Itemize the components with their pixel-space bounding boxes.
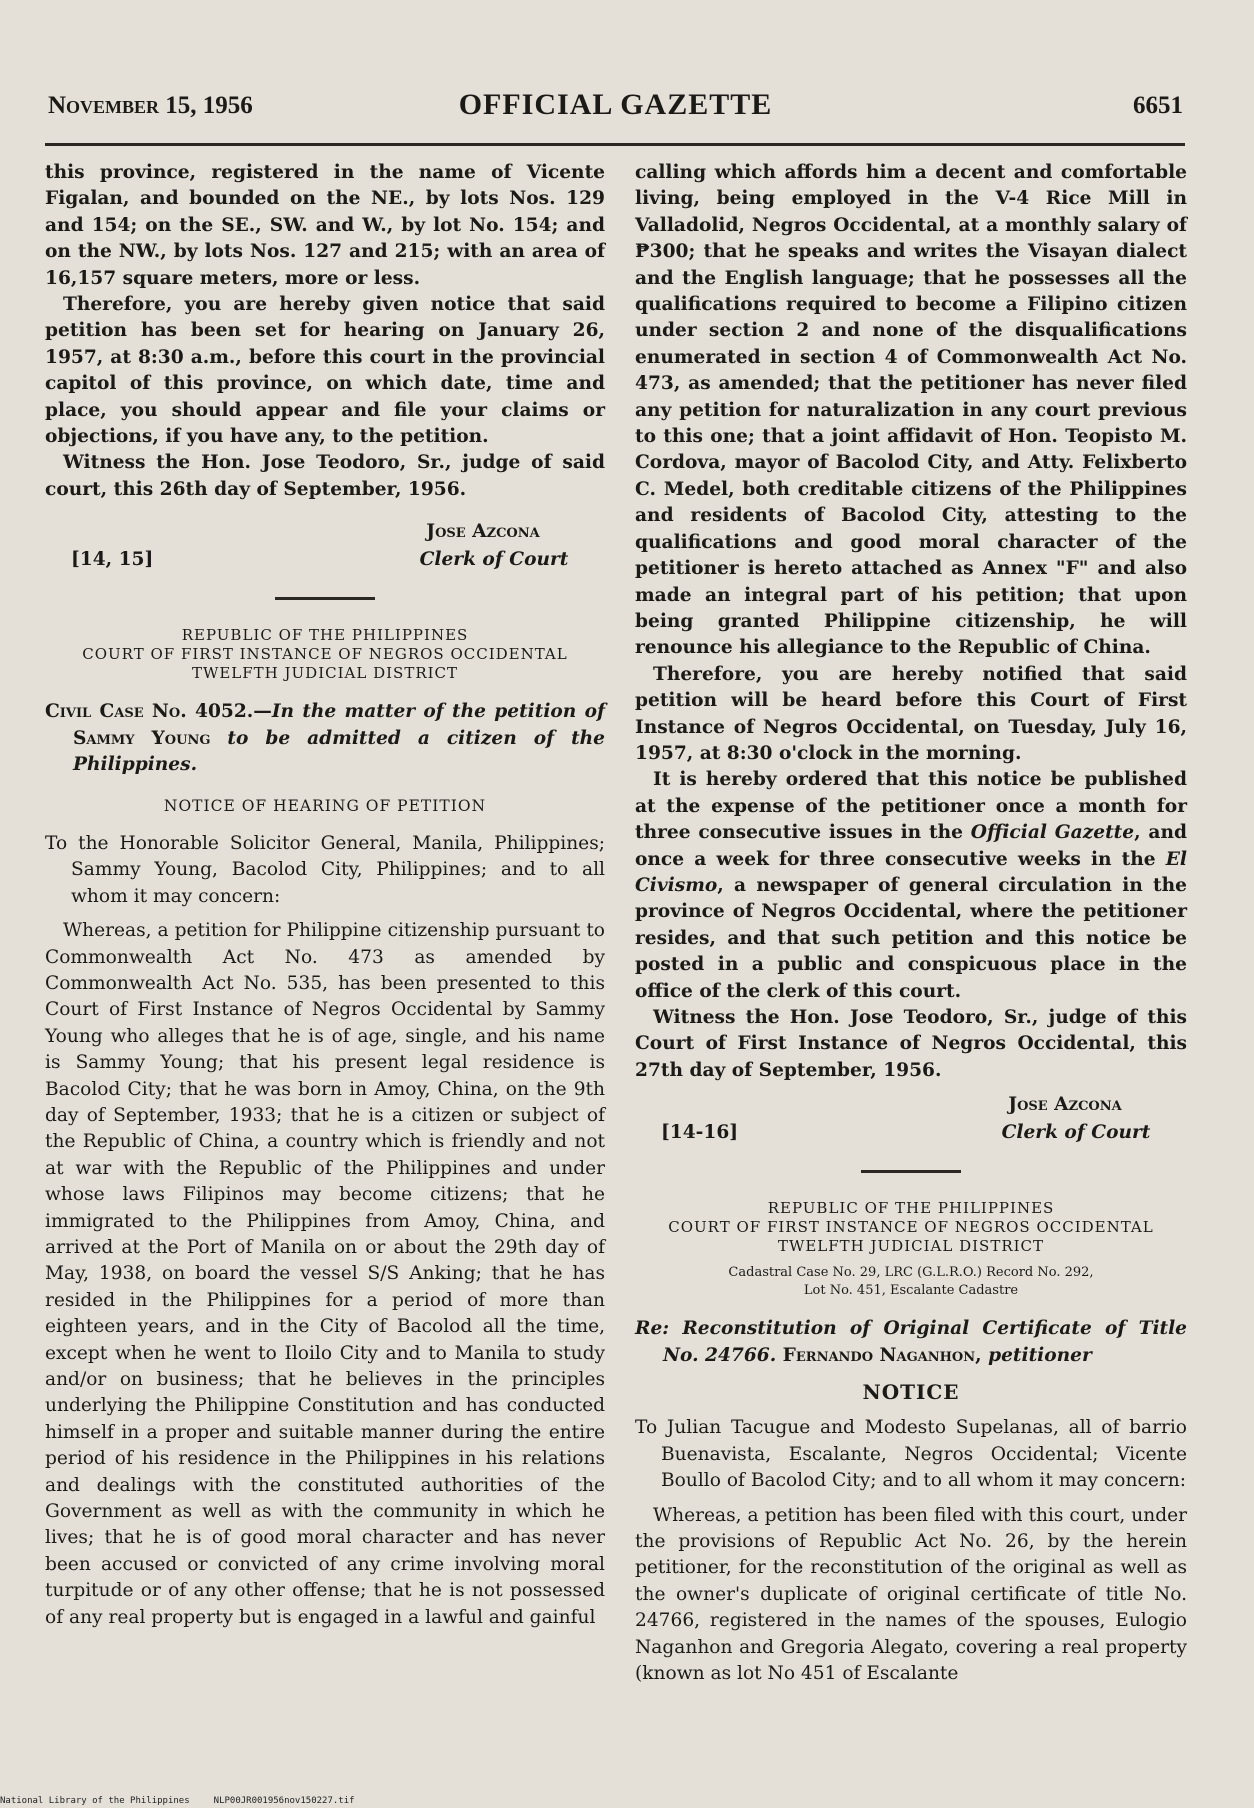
case-title: Re: Reconstitution of Original Certificate of Title No. 24766. Fernando Naganhon, petitioner [635, 1318, 1187, 1366]
paragraph: Therefore, you are hereby given notice that said petition has been set for hearing on January 26, 1957, at 8:30 a.m., before this court in the provincial capitol of this province, on which date, time and place, you should appear and file your claims or objections, if you have any, to the petition. [45, 294, 605, 448]
section-divider [275, 597, 375, 600]
notice-title: NOTICE [862, 1380, 960, 1405]
court-heading: COURT OF FIRST INSTANCE OF NEGROS OCCIDENTAL [82, 645, 568, 664]
signatory-title: Clerk of Court [419, 549, 569, 571]
paragraph: Witness the Hon. Jose Teodoro, Sr., judge of this Court of First Instance of Negros Occidental, this 27th day of September, 1956. [635, 1007, 1187, 1081]
signature-block [635, 1092, 1187, 1150]
signatory-name: Jose Azcona [1008, 1094, 1122, 1116]
case-title: Civil Case No. 4052.—In the matter of the petition of Sammy Young to be admitted a citizen of the Philippines. [45, 701, 606, 776]
notice-address: To the Honorable Solicitor General, Manila, Philippines; Sammy Young, Bacolod City, Philippines; and to all whom it may concern: [45, 832, 605, 907]
notice-address: To Julian Tacugue and Modesto Supelanas, all of barrio Buenavista, Escalante, Negros Occidental; Vicente Boullo of Bacolod City; and to all whom it may concern: [635, 1417, 1187, 1492]
page-header [48, 86, 1183, 130]
paragraph: Therefore, you are hereby notified that said petition will be heard before this Court of First Instance of Negros Occidental, on Tuesday, July 16, 1957, at 8:30 o'clock in the morning. [635, 663, 1187, 764]
paragraph: It is hereby ordered that this notice be published at the expense of the petitioner once a month for three consecutive issues in the Official Gazette, and once a week for three consecutive weeks in the El Civismo, a newspaper of general circulation in the province of Negros Occidental, where the petitioner resides, and that such petition and this notice be posted in a public and conspicuous place in the office of the clerk of this court. [635, 769, 1187, 1002]
library-credit: National Library of the Philippines [0, 1796, 190, 1806]
publication-title: OFFICIAL GAZETTE [458, 88, 773, 121]
issue-date: November 15, 1956 [48, 92, 253, 119]
issue-reference: [14, 15] [71, 549, 154, 571]
signature-block [45, 519, 605, 577]
left-column [45, 160, 605, 1631]
issue-reference: [14-16] [661, 1122, 739, 1144]
court-heading: TWELFTH JUDICIAL DISTRICT [191, 664, 459, 683]
cadastral-lot: Lot No. 451, Escalante Cadastre [803, 1283, 1019, 1299]
court-heading: REPUBLIC OF THE PHILIPPINES [767, 1199, 1055, 1218]
paragraph: this province, registered in the name of Vicente Figalan, and bounded on the NE., by lots Nos. 129 and 154; on the SE., SW. and W., by lot No. 154; and on the NW., by lots Nos. 127 and 215; with an area of 16,157 square meters, more or less. [45, 162, 605, 289]
right-column [635, 160, 1187, 1688]
court-heading: REPUBLIC OF THE PHILIPPINES [181, 626, 469, 645]
paragraph: calling which affords him a decent and comfortable living, being employed in the V-4 Rice Mill in Valladolid, Negros Occidental, at a monthly salary of ₱300; that he speaks and writes the Visayan dialect and the English language; that he possesses all the qualifications required to become a Filipino citizen under section 2 and none of the disqualifications enumerated in section 4 of Commonwealth Act No. 473, as amended; that the petitioner has never filed any petition for naturalization in any court previous to this one; that a joint affidavit of Hon. Teopisto M. Cordova, mayor of Bacolod City, and Atty. Felixberto C. Medel, both creditable citizens of the Philippines and residents of Bacolod City, attesting to the qualifications and good moral character of the petitioner is hereto attached as Annex "F" and also made an integral part of his petition; that upon being granted Philippine citizenship, he will renounce his allegiance to the Republic of China. [635, 162, 1187, 659]
paragraph: Whereas, a petition for Philippine citizenship pursuant to Commonwealth Act No. 473 as amended by Commonwealth Act No. 535, has been presented to this Court of First Instance of Negros Occidental by Sammy Young who alleges that he is of age, single, and his name is Sammy Young; that his present legal residence is Bacolod City; that he was born in Amoy, China, on the 9th day of September, 1933; that he is a citizen or subject of the Republic of China, a country which is friendly and not at war with the Republic of the Philippines and under whose laws Filipinos may become citizens; that he immigrated to the Philippines from Amoy, China, and arrived at the Port of Manila on or about the 29th day of May, 1938, on board the vessel S/S Anking; that he has resided in the Philippines for a period of more than eighteen years, and in the City of Bacolod all the time, except when he went to Iloilo City and to Manila to study and/or on business; that he believes in the principles underlying the Philippine Constitution and has conducted himself in a proper and suitable manner during the entire period of his residence in the Philippines in his relations and dealings with the constituted authorities of the Government as well as with the community in which he lives; that he is of good moral character and has never been accused or convicted of any crime involving moral turpitude or of any other offense; that he is not possessed of any real property but is engaged in a lawful and gainful [45, 920, 605, 1628]
header-rule [45, 143, 1185, 146]
file-name: NLP00JR001956nov150227.tif [213, 1796, 355, 1806]
page-number: 6651 [1133, 92, 1183, 119]
scan-footer [0, 1796, 379, 1806]
paragraph: Witness the Hon. Jose Teodoro, Sr., judge of said court, this 26th day of September, 1956. [45, 452, 605, 500]
signatory-name: Jose Azcona [426, 521, 540, 543]
court-heading: COURT OF FIRST INSTANCE OF NEGROS OCCIDENTAL [668, 1218, 1154, 1237]
section-divider [861, 1170, 961, 1173]
signatory-title: Clerk of Court [1001, 1122, 1151, 1144]
court-heading: TWELFTH JUDICIAL DISTRICT [777, 1237, 1045, 1256]
cadastral-case: Cadastral Case No. 29, LRC (G.L.R.O.) Record No. 292, [728, 1265, 1094, 1281]
notice-title: NOTICE OF HEARING OF PETITION [163, 796, 487, 815]
paragraph: Whereas, a petition has been filed with this court, under the provisions of Republic Act No. 26, by the herein petitioner, for the reconstitution of the original as well as the owner's duplicate of original certificate of title No. 24766, registered in the names of the spouses, Eulogio Naganhon and Gregoria Alegato, covering a real property (known as lot No 451 of Escalante [635, 1504, 1187, 1685]
